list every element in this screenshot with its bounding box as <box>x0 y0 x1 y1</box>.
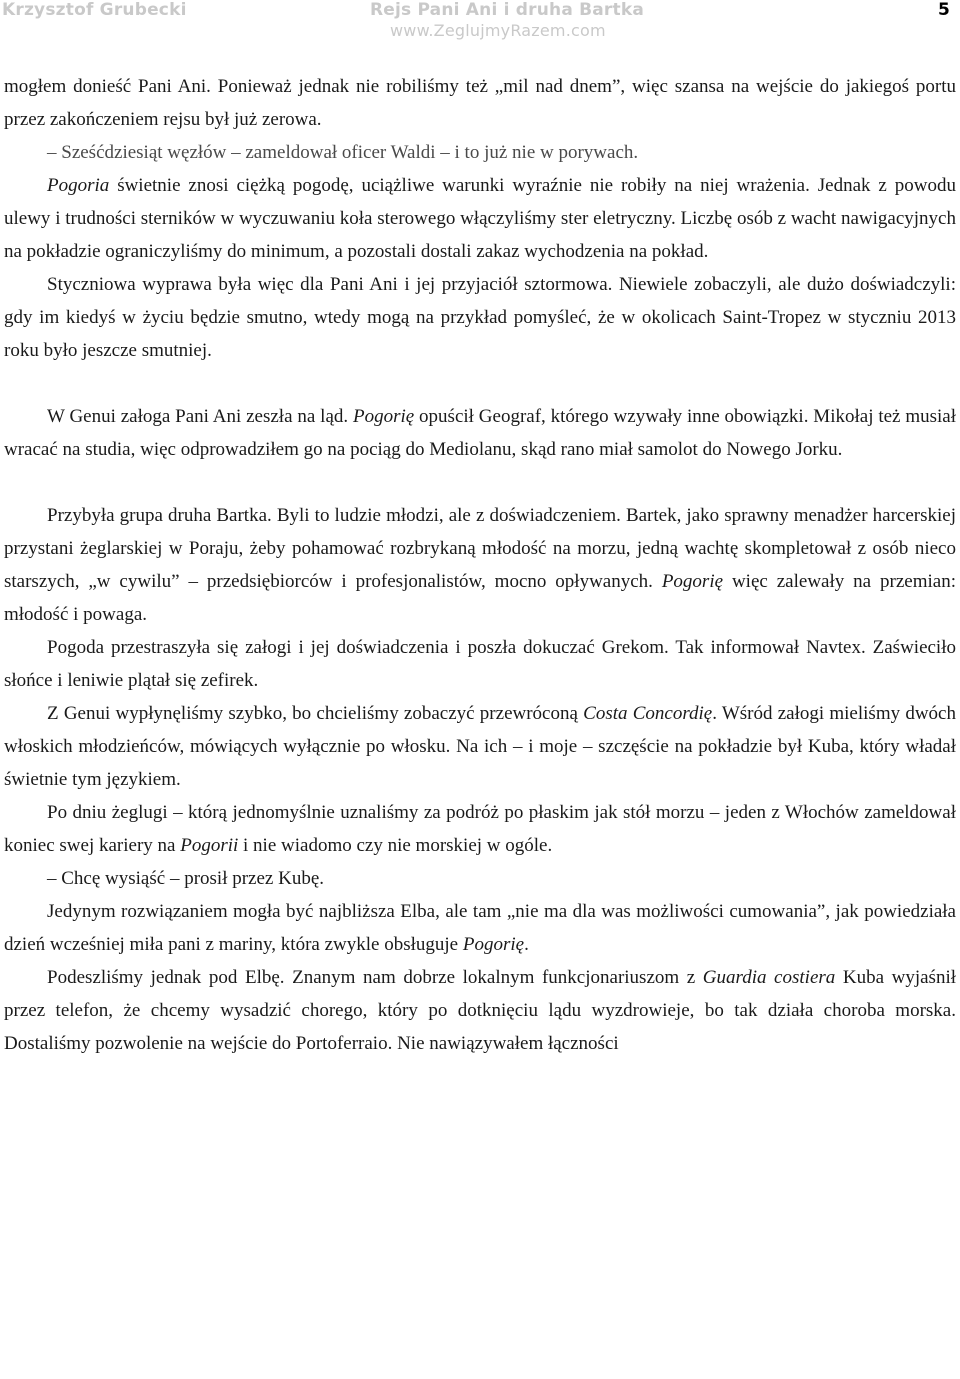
paragraph-text: – Chcę wysiąść – prosił przez Kubę. <box>47 868 325 889</box>
italic-ship-name: Costa Concordię <box>583 703 713 724</box>
paragraph-4 <box>4 268 956 367</box>
paragraph-text: Przybyła grupa druha Bartka. Byli to ludzie młodzi, ale z doświadczeniem. Bartek, jako sprawny menadżer harcerskiej przystani żeglarskiej w Poraju, żeby pohamować rozbrykaną młodość na morzu, jedną wachtę skompletował z osób nieco starszych, „w cywilu” – przedsiębiorców i profesjonalistów, mocno opływanych. <box>4 505 956 592</box>
paragraph-text: więc zalewały na przemian: młodość i powaga. <box>4 571 956 625</box>
paragraph-text: Z Genui wypłynęliśmy szybko, bo chcieliśmy zobaczyć przewróconą <box>47 703 584 724</box>
paragraph-text: Pogoda przestraszyła się załogi i jej doświadczenia i poszła dokuczać Grekom. Tak informował Navtex. Zaświeciło słońce i leniwie plątał się zefirek. <box>4 637 956 691</box>
paragraph-8 <box>4 697 956 796</box>
page-number: 5 <box>938 0 950 20</box>
paragraph-text: . <box>524 934 529 955</box>
italic-ship-name: Pogorii <box>180 835 239 856</box>
document-body <box>4 70 956 1060</box>
paragraph-3 <box>4 169 956 268</box>
paragraph-text: Jedynym rozwiązaniem mogła być najbliższa Elba, ale tam „nie ma dla was możliwości cumowania”, jak powiedziała dzień wcześniej miła pani z mariny, która zwykle obsługuje <box>4 901 956 955</box>
paragraph-text: Styczniowa wyprawa była więc dla Pani Ani i jej przyjaciół sztormowa. Niewiele zobaczyli, ale dużo doświadczyli: gdy im kiedyś w życiu będzie smutno, wtedy mogą na przykład pomyśleć, że w okolicach Saint-Tropez w styczniu 2013 roku było jeszcze smutniej. <box>4 274 956 361</box>
paragraph-text: opuścił Geograf, którego wzywały inne obowiązki. Mikołaj też musiał wracać na studia, więc odprowadziłem go na pociąg do Mediolanu, skąd rano miał samolot do Nowego Jorku. <box>4 406 956 460</box>
paragraph-text: Po dniu żeglugi – którą jednomyślnie uznaliśmy za podróż po płaskim jak stół morzu – jeden z Włochów zameldował koniec swej kariery na <box>4 802 956 856</box>
paragraph-text: świetnie znosi ciężką pogodę, uciążliwe warunki wyraźnie nie robiły na niej wrażenia. Jednak z powodu ulewy i trudności sterników w wyczuwaniu koła sterowego włączyliśmy ster eletryczny. Liczbę osób z wacht nawigacyjnych na pokładzie ograniczyliśmy do minimum, a pozostali dostali zakaz wychodzenia na pokład. <box>4 175 956 262</box>
paragraph-11 <box>4 895 956 961</box>
paragraph-text: mogłem donieść Pani Ani. Ponieważ jednak nie robiliśmy też „mil nad dnem”, więc szansa na wejście do jakiegoś portu przez zakończeniem rejsu był już zerowa. <box>4 76 956 130</box>
paragraph-1 <box>4 70 956 136</box>
italic-term: Guardia costiera <box>702 967 836 988</box>
page-header <box>0 0 960 44</box>
header-website: www.ZeglujmyRazem.com <box>390 21 606 40</box>
paragraph-text: i nie wiadomo czy nie morskiej w ogóle. <box>238 835 553 856</box>
paragraph-12 <box>4 961 956 1060</box>
paragraph-2 <box>4 136 956 169</box>
italic-ship-name: Pogoria <box>47 175 110 196</box>
paragraph-text: Kuba wyjaśnił przez telefon, że chcemy wysadzić chorego, który po dotknięciu lądu wyzdrowieje, bo tak działa choroba morska. Dostaliśmy pozwolenie na wejście do Portoferraio. Nie nawiązywałem łączności <box>4 967 956 1054</box>
header-author: Krzysztof Grubecki <box>2 0 187 20</box>
paragraph-5 <box>4 400 956 466</box>
paragraph-text: Podeszliśmy jednak pod Elbę. Znanym nam dobrze lokalnym funkcjonariuszom z <box>47 967 703 988</box>
paragraph-7 <box>4 631 956 697</box>
paragraph-10 <box>4 862 956 895</box>
paragraph-text: W Genui załoga Pani Ani zeszła na ląd. <box>47 406 353 427</box>
header-title: Rejs Pani Ani i druha Bartka <box>370 0 645 20</box>
italic-ship-name: Pogorię <box>661 571 724 592</box>
paragraph-6 <box>4 499 956 631</box>
paragraph-9 <box>4 796 956 862</box>
paragraph-text: – Sześćdziesiąt węzłów – zameldował oficer Waldi – i to już nie w porywach. <box>47 142 639 163</box>
paragraph-text: . Wśród załogi mieliśmy dwóch włoskich młodzieńców, mówiących wyłącznie po włosku. Na ich – i moje – szczęście na pokładzie był Kuba, który władał świetnie tym językiem. <box>4 703 956 790</box>
italic-ship-name: Pogorię <box>462 934 525 955</box>
italic-ship-name: Pogorię <box>352 406 415 427</box>
